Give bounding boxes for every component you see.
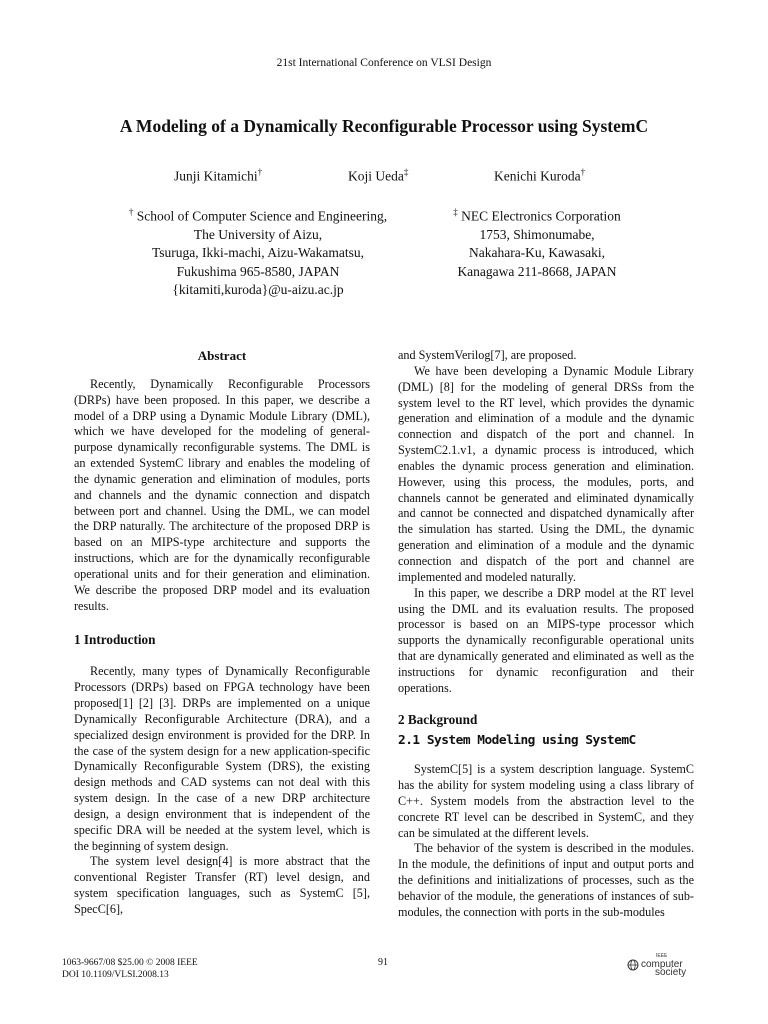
author-1: Junji Kitamichi† — [174, 167, 263, 184]
page-number: 91 — [378, 957, 388, 968]
right-paragraph-0: and SystemVerilog[7], are proposed. — [398, 348, 577, 362]
section-2-heading: 2 Background — [398, 711, 478, 727]
svg-text:society: society — [655, 967, 687, 977]
affiliation-left: † School of Computer Science and Engineering, The University of Aizu, Tsuruga, Ikki-machi, Aizu-Wakamatsu, Fukushima 965-8580, JAPAN {kitamiti,kuroda}@u-aizu.ac.jp — [108, 203, 408, 300]
svg-text:IEEE: IEEE — [656, 953, 668, 959]
intro-paragraph-1: Recently, many types of Dynamically Reconfigurable Processors (DRPs) based on FPGA technology have been proposed[1] [2] [3]. DRPs are implemented on a unique Dynamically Reconfigurable Architecture (DRA), and a specialized design environment is provided for the DRP. In the case of the system design for a new application-specific Dynamically Reconfigurable System (DRS), the existing design methods and CAD systems can not deal with this system design. In the case of a new DRP architecture design, a design environment that is independent of the specific DRA will be needed at the system level, which is the beginning of system design. — [74, 664, 370, 853]
background-paragraph-2: The behavior of the system is described in the modules. In the module, the definitions of input and output ports and the definitions and initializations of processes, such as the behavior of the module, the generations of instances of sub-modules, the connection with ports in the sub-modules — [398, 841, 694, 919]
computer-society-logo — [626, 951, 696, 977]
computer-society-logo-icon — [626, 951, 696, 977]
author-3: Kenichi Kuroda† — [494, 167, 586, 184]
right-column — [398, 348, 694, 921]
author-emails: {kitamiti,kuroda}@u-aizu.ac.jp — [172, 282, 344, 298]
abstract-heading: Abstract — [197, 348, 247, 363]
affiliation-right: ‡ NEC Electronics Corporation 1753, Shimonumabe, Nakahara-Ku, Kawasaki, Kanagawa 211-8668, JAPAN — [453, 207, 621, 279]
subsection-2-1-heading: 2.1 System Modeling using SystemC — [398, 733, 636, 749]
svg-text:computer: computer — [641, 959, 683, 970]
right-paragraph-2: In this paper, we describe a DRP model at the RT level using the DML and its evaluation results. The proposed processor is based on an MIPS-type processor which supports the dynamically reconfigurable operational units that are dynamically generated and eliminated as well as the instructions for dynamic reconfiguration and their operations. — [398, 585, 694, 695]
intro-paragraph-2: The system level design[4] is more abstract that the conventional Register Transfer (RT) level design, and system specification languages, such as SystemC [5], SpecC[6], — [74, 854, 370, 916]
author-2: Koji Ueda‡ — [348, 167, 409, 184]
footer-copyright: 1063-9667/08 $25.00 © 2008 IEEE DOI 10.1109/VLSI.2008.13 — [62, 958, 198, 980]
conference-header: 21st International Conference on VLSI Design — [276, 57, 492, 69]
section-1-heading: 1 Introduction — [74, 631, 156, 647]
paper-title: A Modeling of a Dynamically Reconfigurable Processor using SystemC — [119, 116, 649, 136]
left-column — [74, 348, 370, 918]
abstract-text: Recently, Dynamically Reconfigurable Processors (DRPs) have been proposed. In this paper, we describe a model of a DRP using a Dynamic Module Library (DML), which we have developed for the modeling of general-purpose dynamically reconfigurable systems. The DML is an extended SystemC library and enables the modeling of the dynamic generation and elimination of modules, ports and channels and the dynamic connection and dispatch between port and channel. Using the DML, we can model the DRP naturally. The architecture of the proposed DRP is based on an MIPS-type architecture and supports the instructions, which are for the dynamically reconfigurable operational units and for their generation and elimination. We describe the proposed DRP model and its evaluation results. — [74, 376, 370, 613]
background-paragraph-1: SystemC[5] is a system description language. SystemC has the ability for system modeling using a class library of C++. System models from the abstraction level to the concrete RT level can be described in SystemC, and they can be simulated at the different levels. — [398, 762, 694, 840]
right-paragraph-1: We have been developing a Dynamic Module Library (DML) [8] for the modeling of general DRSs from the system level to the RT level, which provides the dynamic generation and elimination of a module and the dynamic connection and dispatch of the port and channel. In SystemC2.1.v1, a dynamic process is introduced, which enables the dynamic process generation and elimination. However, using this process, the modules, ports, and channels cannot be generated and eliminated dynamically and cannot be connected and dispatched dynamically after the simulation has started. Using the DML, the dynamic generation and elimination of a module and the dynamic connection and dispatch of the port and channel are implemented and modeled naturally. — [398, 363, 694, 584]
